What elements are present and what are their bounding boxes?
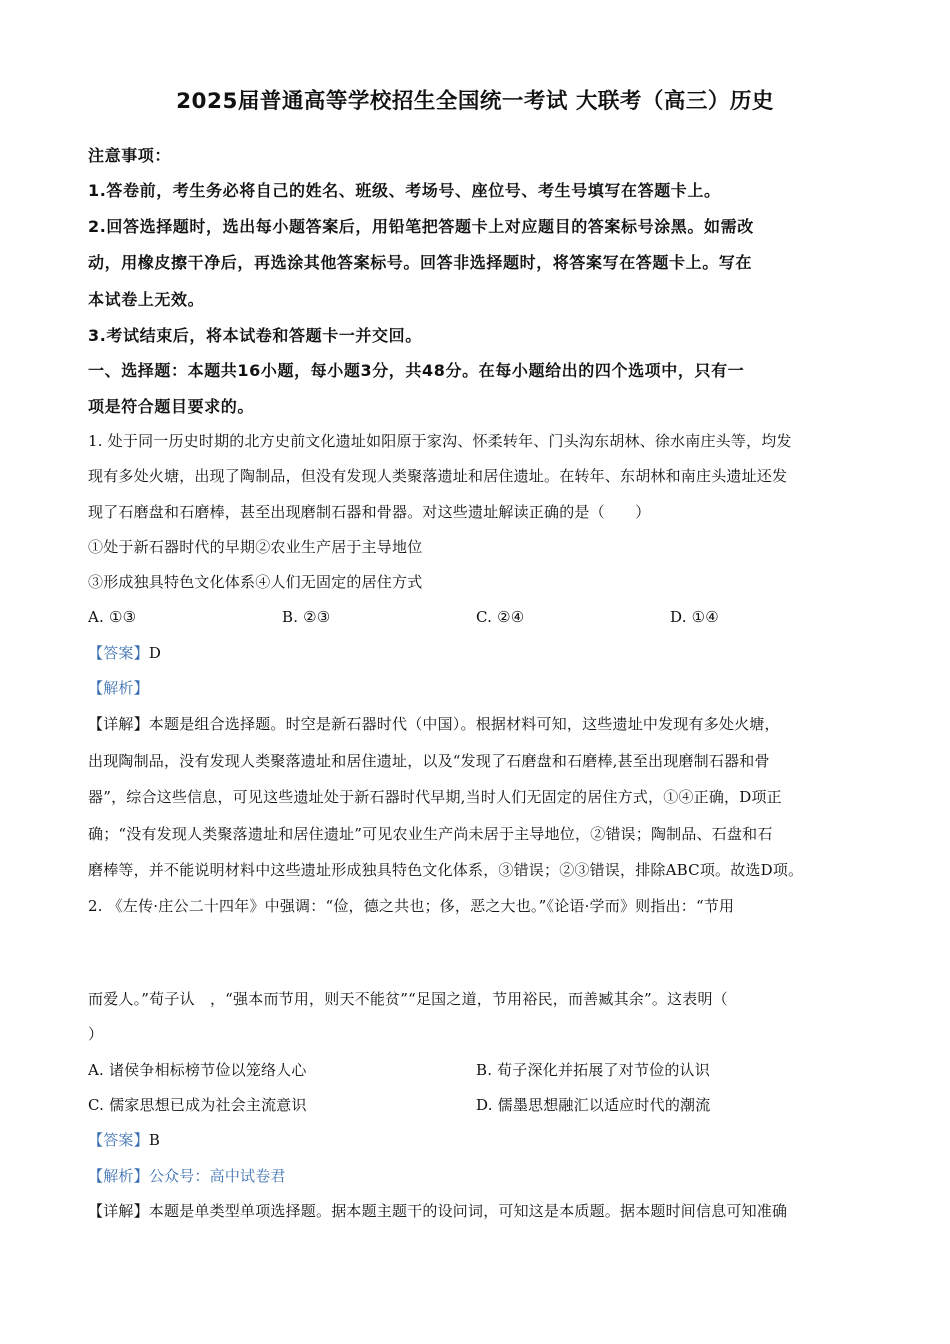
section-heading-line-1: 一、选择题：本题共16小题，每小题3分，共48分。在每小题给出的四个选项中，只有一: [88, 361, 745, 381]
q2-stem-gap: [88, 924, 864, 982]
q1-stem-line-2: 现有多处火塘，出现了陶制品，但没有发现人类聚落遗址和居住遗址。在转年、东胡林和南庄头遗址还发: [88, 467, 788, 486]
q2-options-row-1: [88, 1053, 864, 1088]
notice-heading: 注意事项：: [88, 146, 172, 165]
q1-detail-line-5: 磨棒等，并不能说明材料中这些遗址形成独具特色文化体系，③错误；②③错误，排除ABC项。故选D项。: [88, 861, 804, 880]
q1-statement-1: ①处于新石器时代的早期②农业生产居于主导地位: [88, 537, 423, 556]
notice-item-2-line-3: 本试卷上无效。: [88, 289, 205, 309]
q1-option-a: A. ①③: [88, 608, 137, 627]
q2-stem-line-2: 而爱人。”荀子认 ，“强本而节用，则天不能贫”“足国之道，节用裕民，而善臧其余”。这表明（: [88, 990, 728, 1009]
q2-analysis: [88, 1159, 864, 1194]
q1-option-c: C. ②④: [476, 608, 525, 627]
q2-option-b: B. 荀子深化并拓展了对节俭的认识: [476, 1060, 710, 1079]
q2-option-c: C. 儒家思想已成为社会主流意识: [88, 1096, 307, 1115]
notice-item-2-line-2: 动，用橡皮擦干净后，再选涂其他答案标号。回答非选择题时，将答案写在答题卡上。写在: [88, 253, 753, 273]
q1-option-b: B. ②③: [282, 608, 331, 627]
q1-analysis-label: 【解析】: [88, 679, 149, 698]
q1-statement-2: ③形成独具特色文化体系④人们无固定的居住方式: [88, 573, 423, 592]
q1-answer-label: 【答案】: [88, 643, 149, 662]
q1-option-d: D. ①④: [670, 608, 719, 627]
q2-answer: [88, 1123, 864, 1158]
q2-options-row-2: [88, 1088, 864, 1123]
section-heading-line-2: 项是符合题目要求的。: [88, 396, 255, 416]
q2-answer-value: B: [148, 1131, 161, 1150]
q2-option-d: D. 儒墨思想融汇以适应时代的潮流: [476, 1096, 711, 1115]
q1-stem-line-1: 1. 处于同一历史时期的北方史前文化遗址如阳原于家沟、怀柔转年、门头沟东胡林、徐水南庄头等，均发: [88, 431, 792, 450]
exam-content: [88, 138, 864, 1229]
q1-answer: [88, 636, 864, 671]
q2-answer-label: 【答案】: [88, 1131, 149, 1150]
q1-detail-line-2: 出现陶制品，没有发现人类聚落遗址和居住遗址，以及“发现了石磨盘和石磨棒,甚至出现磨制石器和骨: [88, 751, 770, 770]
q2-analysis-label: 【解析】: [88, 1166, 149, 1185]
page-title: 2025届普通高等学校招生全国统一考试 大联考（高三）历史: [176, 89, 774, 114]
q1-answer-value: D: [148, 643, 162, 662]
notice-item-3: 3.考试结束后，将本试卷和答题卡一并交回。: [88, 326, 422, 346]
notice-item-1: 1.答卷前，考生务必将自己的姓名、班级、考场号、座位号、考生号填写在答题卡上。: [88, 181, 721, 201]
q1-detail-line-1: 【详解】本题是组合选择题。时空是新石器时代（中国）。根据材料可知，这些遗址中发现有多处火塘，: [88, 715, 780, 734]
q1-detail-line-4: 确；“没有发现人类聚落遗址和居住遗址”可见农业生产尚未居于主导地位，②错误；陶制品、石盘和石: [88, 824, 773, 843]
q1-detail-line-3: 器”，综合这些信息，可见这些遗址处于新石器时代早期,当时人们无固定的居住方式，①④正确，D项正: [88, 788, 782, 807]
q2-option-a: A. 诸侯争相标榜节俭以笼络人心: [88, 1060, 307, 1079]
q2-stem-line-1: 2. 《左传·庄公二十四年》中强调：“俭，德之共也；侈，恶之大也。”《论语·学而》则指出：“节用: [88, 896, 735, 915]
notice-item-2-line-1: 2.回答选择题时，选出每小题答案后，用铅笔把答题卡上对应题目的答案标号涂黑。如需改: [88, 216, 754, 236]
q2-detail-line-1: 【详解】本题是单类型单项选择题。据本题主题干的设问词，可知这是本质题。据本题时间信息可知准确: [88, 1201, 788, 1220]
q1-options: [88, 600, 864, 635]
q2-stem-line-3: ）: [88, 1025, 104, 1044]
q2-analysis-note: 公众号：高中试卷君: [148, 1166, 286, 1185]
q1-stem-line-3: 现了石磨盘和石磨棒，甚至出现磨制石器和骨器。对这些遗址解读正确的是（ ）: [88, 502, 651, 521]
